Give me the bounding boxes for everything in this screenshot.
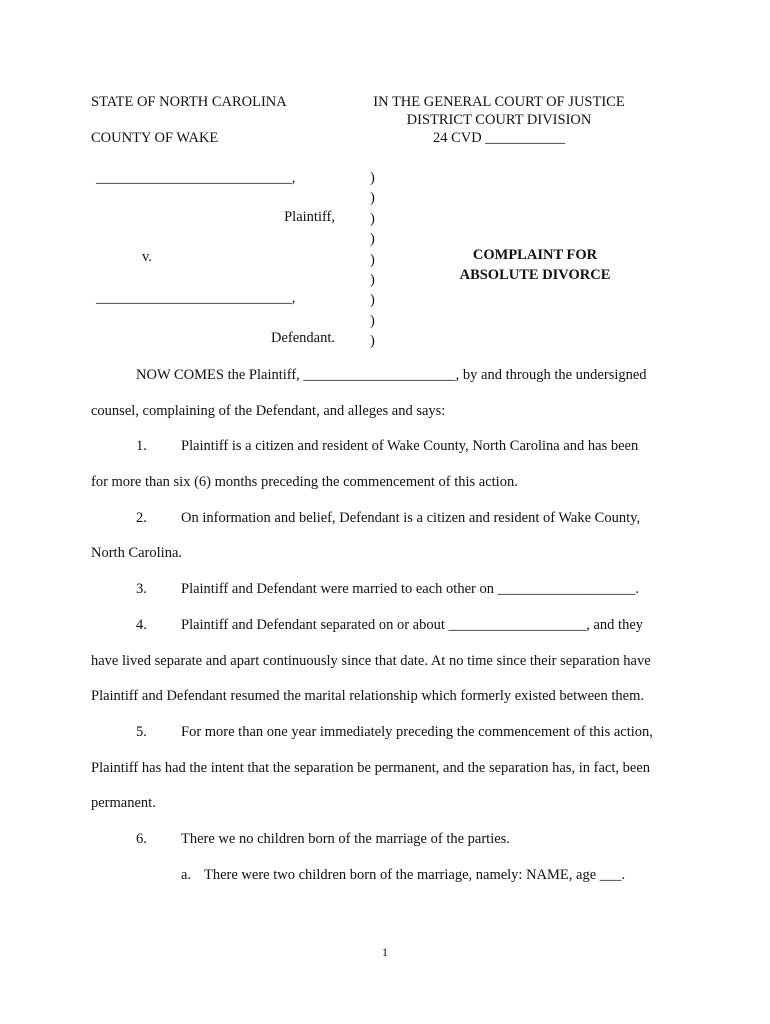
para-2-number: 2. <box>136 510 147 526</box>
intro-line-2: counsel, complaining of the Defendant, and alleges and says: <box>91 403 446 419</box>
plaintiff-label: Plaintiff, <box>284 209 335 225</box>
para-6-number: 6. <box>136 831 147 847</box>
caption-paren: ) <box>370 333 375 350</box>
para-1-line-1: Plaintiff is a citizen and resident of Wake County, North Carolina and has been <box>181 438 639 454</box>
para-4-line-1: Plaintiff and Defendant separated on or about ___________________, and they <box>181 617 644 633</box>
caption-paren: ) <box>370 312 375 329</box>
page-number: 1 <box>382 945 388 959</box>
para-5-line-1: For more than one year immediately preceding the commencement of this action, <box>181 724 653 740</box>
para-3-number: 3. <box>136 581 147 597</box>
caption-paren: ) <box>370 292 375 309</box>
para-4-line-2: have lived separate and apart continuously since that date. At no time since their separation have <box>91 653 651 669</box>
intro-line-1: NOW COMES the Plaintiff, _____________________, by and through the undersigned <box>136 367 647 383</box>
defendant-label: Defendant. <box>270 330 335 346</box>
para-6-line-1: There we no children born of the marriage of the parties. <box>181 831 510 847</box>
court-heading-line1: IN THE GENERAL COURT OF JUSTICE <box>373 94 625 110</box>
para-5-number: 5. <box>136 724 147 740</box>
file-number: 24 CVD ___________ <box>432 130 566 146</box>
caption-paren: ) <box>370 271 375 288</box>
caption-paren: ) <box>370 210 375 227</box>
para-4-number: 4. <box>136 617 147 633</box>
para-6a-label: a. <box>181 867 192 883</box>
document-title-line1: COMPLAINT FOR <box>472 247 598 263</box>
caption-paren: ) <box>370 170 375 186</box>
caption-paren: ) <box>370 190 375 207</box>
state-heading: STATE OF NORTH CAROLINA <box>91 94 287 110</box>
document-title-line2: ABSOLUTE DIVORCE <box>459 267 611 283</box>
para-3-line-1: Plaintiff and Defendant were married to each other on ___________________. <box>181 581 639 597</box>
versus-label: v. <box>142 249 152 265</box>
para-1-number: 1. <box>136 438 147 454</box>
county-heading: COUNTY OF WAKE <box>91 130 219 146</box>
defendant-name-blank: ___________________________, <box>96 290 296 306</box>
para-5-line-3: permanent. <box>91 795 156 811</box>
para-6a-text: There were two children born of the marriage, namely: NAME, age ___. <box>204 867 626 883</box>
para-4-line-3: Plaintiff and Defendant resumed the marital relationship which formerly existed between them. <box>91 688 644 704</box>
para-2-line-1: On information and belief, Defendant is a citizen and resident of Wake County, <box>181 510 641 526</box>
para-2-line-2: North Carolina. <box>91 545 183 561</box>
para-1-line-2: for more than six (6) months preceding the commencement of this action. <box>91 474 518 490</box>
plaintiff-name-blank: ___________________________, <box>96 170 296 186</box>
caption-bracket <box>370 168 380 352</box>
para-5-line-2: Plaintiff has had the intent that the separation be permanent, and the separation has, in fact, been <box>91 760 651 776</box>
court-heading-line2: DISTRICT COURT DIVISION <box>406 112 592 128</box>
caption-paren: ) <box>370 231 375 248</box>
caption-paren: ) <box>370 251 375 268</box>
